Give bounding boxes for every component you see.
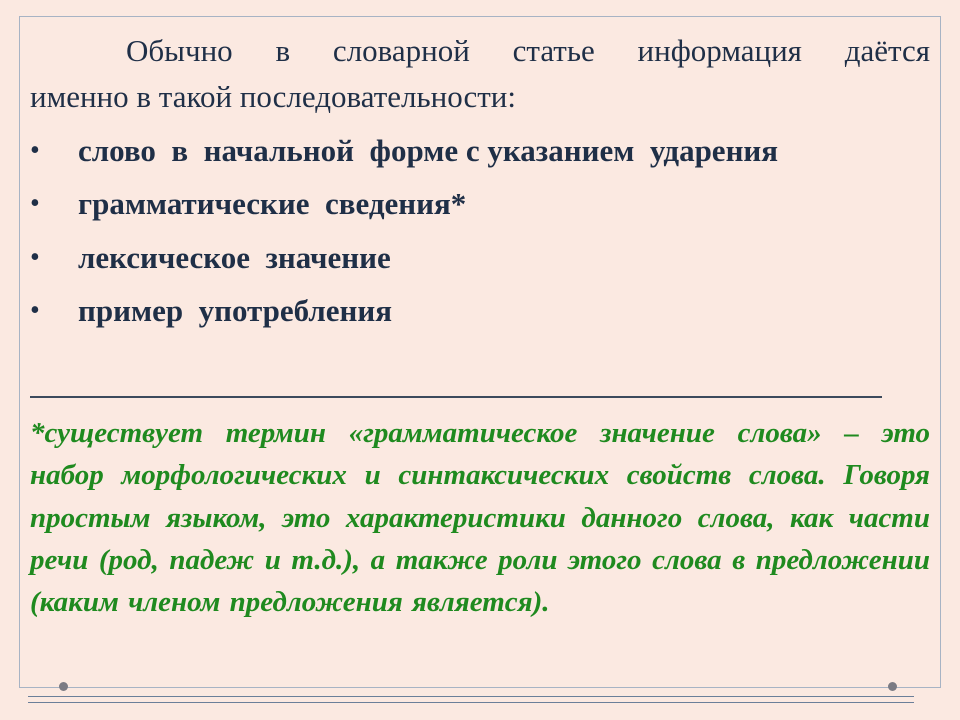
bullet-mark: • [30,134,40,166]
corner-dot-left [59,682,68,691]
intro-line-1: Обычно в словарной статье информация даётся [126,33,930,68]
list-item-text: слово в начальной форме с указанием ударения [78,132,779,168]
corner-dot-right [888,682,897,691]
list-item-word-form [30,124,778,178]
list-item-meaning [30,231,778,285]
bottom-rule-lower [28,702,914,703]
info-order-list [30,124,778,338]
intro-paragraph [30,28,930,120]
list-item-example [30,285,778,339]
bullet-mark: • [30,241,40,273]
bullet-mark: • [30,295,40,327]
bullet-mark: • [30,188,40,220]
list-item-text: пример употребления [78,293,393,329]
footnote-divider [30,396,882,398]
footnote-paragraph: *существует термин «грамматическое значение слова» – это набор морфологических и синтаксических свойств слова. Говоря простым языком, это характеристики данного слова, как части речи (род, падеж и т.д.), а также роли этого слова в предложении (каким членом предложения является). [30,417,930,619]
intro-line-2: именно в такой последовательности: [30,79,516,114]
list-item-grammar [30,178,778,232]
list-item-text: грамматические сведения* [78,186,467,222]
bottom-rule-upper [28,696,914,697]
list-item-text: лексическое значение [78,239,391,275]
